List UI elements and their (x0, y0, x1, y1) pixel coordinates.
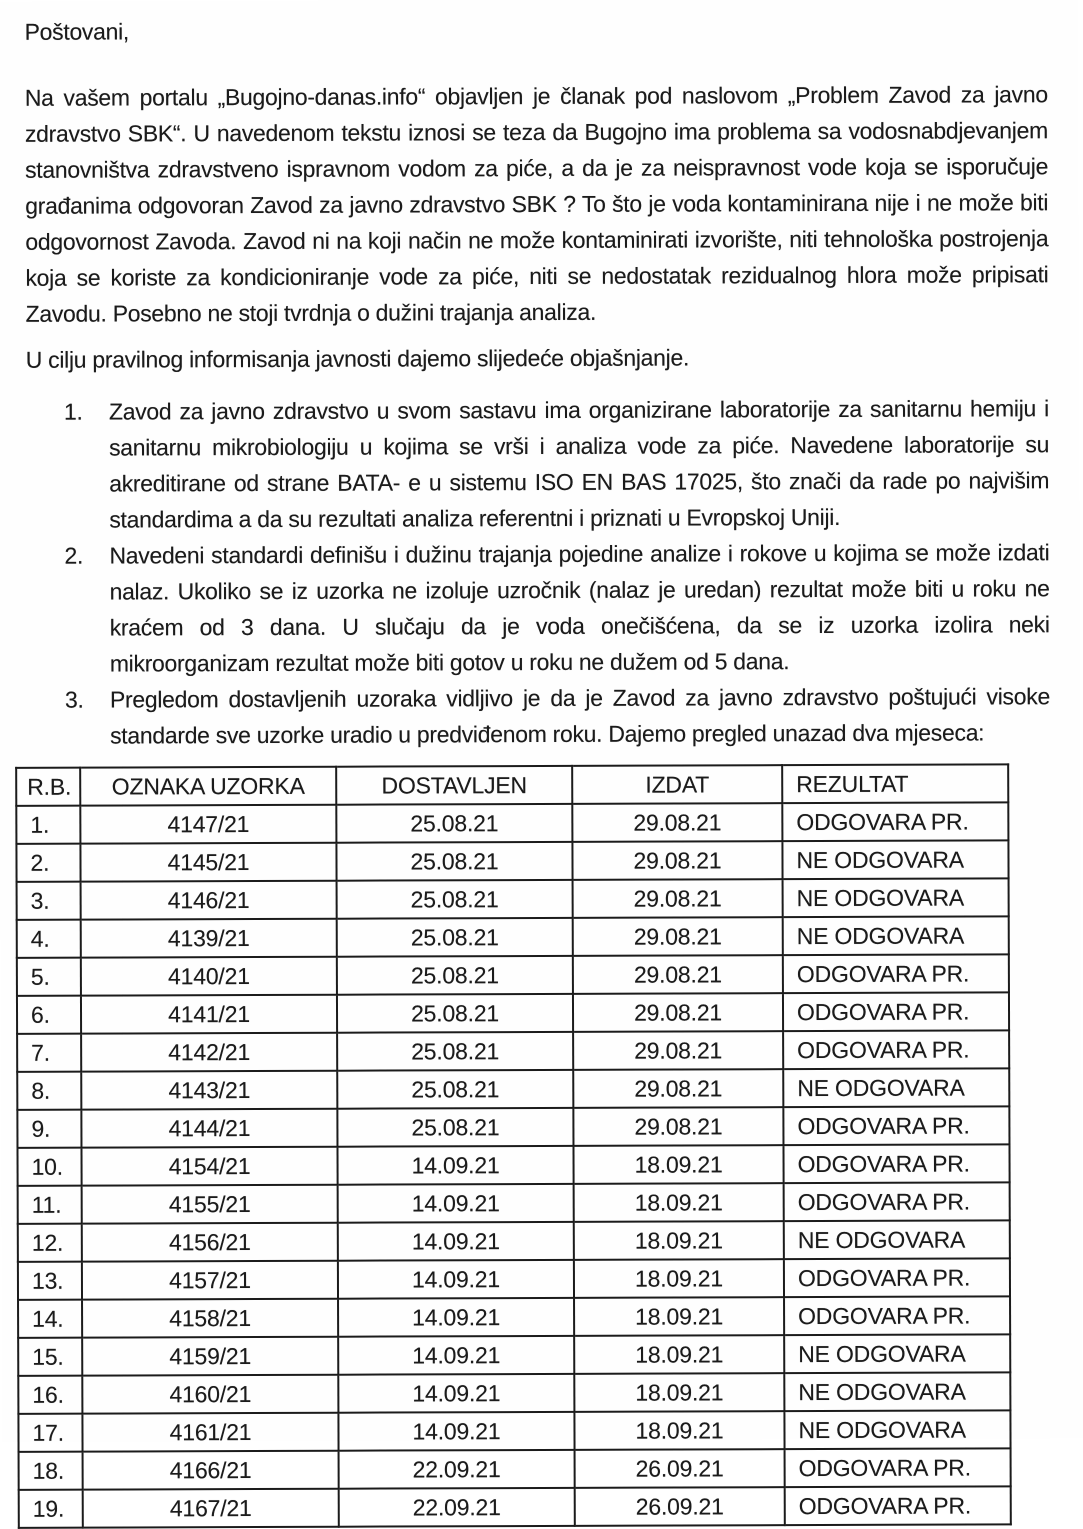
column-header: OZNAKA UZORKA (80, 767, 336, 806)
table-cell: 4143/21 (81, 1071, 337, 1110)
table-cell: 25.08.21 (336, 804, 572, 843)
table-cell: 18. (19, 1452, 83, 1490)
table-cell: ODGOVARA PR. (782, 802, 1008, 841)
table-cell: 4166/21 (83, 1451, 339, 1490)
table-cell: 29.08.21 (572, 803, 782, 842)
table-row (19, 1448, 1011, 1489)
table-cell: 4159/21 (82, 1337, 338, 1376)
table-cell: 1. (16, 806, 80, 844)
table-cell: 25.08.21 (337, 956, 573, 995)
table-cell: 7. (17, 1034, 81, 1072)
list-item (26, 534, 1049, 682)
table-cell: 4140/21 (81, 957, 337, 996)
table-cell: 26.09.21 (575, 1487, 785, 1526)
explanation-list (26, 390, 1050, 754)
table-cell: 5. (17, 958, 81, 996)
table-cell: 4155/21 (82, 1185, 338, 1224)
table-cell: 25.08.21 (337, 1070, 573, 1109)
results-table-body (16, 802, 1011, 1527)
table-cell: 29.08.21 (573, 993, 783, 1032)
table-cell: 18.09.21 (574, 1411, 784, 1450)
list-item-number: 2. (64, 542, 84, 569)
results-table-header-row (16, 764, 1008, 805)
table-cell: 4156/21 (82, 1223, 338, 1262)
table-cell: 18.09.21 (574, 1183, 784, 1222)
table-cell: 14.09.21 (338, 1222, 574, 1261)
table-cell: 12. (18, 1224, 82, 1262)
table-row (17, 1068, 1009, 1109)
list-item-number: 3. (64, 686, 84, 713)
table-row (16, 840, 1008, 881)
table-cell: 18.09.21 (573, 1145, 783, 1184)
table-cell: 22.09.21 (339, 1488, 575, 1527)
table-cell: 14. (18, 1300, 82, 1338)
table-cell: ODGOVARA PR. (785, 1486, 1011, 1525)
table-cell: NE ODGOVARA (783, 1068, 1009, 1107)
list-item (27, 678, 1050, 754)
column-header: R.B. (16, 768, 80, 806)
table-cell: ODGOVARA PR. (783, 1106, 1009, 1145)
table-cell: 18.09.21 (574, 1221, 784, 1260)
table-row (16, 802, 1008, 843)
table-cell: 14.09.21 (337, 1146, 573, 1185)
table-cell: 25.08.21 (337, 1108, 573, 1147)
table-cell: 14.09.21 (338, 1184, 574, 1223)
column-header: IZDAT (572, 765, 782, 804)
table-cell: 4141/21 (81, 995, 337, 1034)
table-cell: 18.09.21 (574, 1373, 784, 1412)
column-header: DOSTAVLJEN (336, 766, 572, 805)
table-cell: 25.08.21 (337, 918, 573, 957)
table-cell: 18.09.21 (574, 1259, 784, 1298)
table-cell: ODGOVARA PR. (784, 1182, 1010, 1221)
list-item-text: Pregledom dostavljenih uzoraka vidljivo je da je Zavod za javno zdravstvo poštujući visoke standarde sve uzorke uradio u predviđenom roku. Dajemo pregled unazad dva mjeseca: (109, 683, 1050, 749)
table-cell: 14.09.21 (338, 1336, 574, 1375)
table-cell: NE ODGOVARA (784, 1372, 1010, 1411)
table-cell: 4147/21 (80, 805, 336, 844)
table-row (17, 878, 1009, 919)
table-row (17, 954, 1009, 995)
list-item-number: 1. (63, 398, 83, 425)
table-cell: 4144/21 (81, 1109, 337, 1148)
table-cell: 17. (18, 1414, 82, 1452)
table-row (17, 992, 1009, 1033)
table-cell: 9. (17, 1110, 81, 1148)
table-cell: 29.08.21 (573, 1107, 783, 1146)
table-cell: 18.09.21 (574, 1297, 784, 1336)
table-cell: ODGOVARA PR. (783, 1030, 1009, 1069)
list-item-text: Navedeni standardi definišu i dužinu trajanja pojedine analize i rokove u kojima se može izdati nalaz. Ukoliko se iz uzorka ne izoluje uzročnik (nalaz je uredan) rezultat može biti u roku ne kraćem od 3 dana. U slučaju da je voda onečišćena, da se iz uzorka izolira neki mikroorganizam rezultat može biti gotov u roku ne dužem od 5 dana. (109, 539, 1050, 677)
table-cell: 13. (18, 1262, 82, 1300)
table-cell: NE ODGOVARA (783, 916, 1009, 955)
table-cell: 10. (17, 1148, 81, 1186)
table-cell: NE ODGOVARA (784, 1410, 1010, 1449)
table-cell: ODGOVARA PR. (783, 992, 1009, 1031)
table-cell: 8. (17, 1072, 81, 1110)
results-table-header (16, 764, 1008, 805)
table-row (18, 1220, 1010, 1261)
table-row (17, 1144, 1009, 1185)
table-cell: 22.09.21 (339, 1450, 575, 1489)
table-cell: NE ODGOVARA (783, 878, 1009, 917)
table-cell: 19. (19, 1490, 83, 1528)
table-cell: ODGOVARA PR. (783, 1144, 1009, 1183)
table-row (17, 916, 1009, 957)
table-cell: 4161/21 (82, 1413, 338, 1452)
list-item-text: Zavod za javno zdravstvo u svom sastavu ima organizirane laboratorije za sanitarnu hemiju i sanitarnu mikrobiologiju u kojima se vrši i analiza vode za piće. Navedene laboratorije su akreditirane od strane BATA- e u sistemu ISO EN BAS 17025, što znači da rade po najvišim standardima a da su rezultati analiza referentni i priznati u Evropskoj Uniji. (108, 395, 1050, 533)
table-cell: 4146/21 (81, 881, 337, 920)
explanation-lead-paragraph: U cilju pravilnog informisanja javnosti dajemo slijedeće objašnjanje. (25, 344, 690, 373)
table-cell: 14.09.21 (338, 1412, 574, 1451)
table-cell: 14.09.21 (338, 1298, 574, 1337)
table-cell: 4145/21 (80, 843, 336, 882)
column-header: REZULTAT (782, 764, 1008, 803)
table-cell: 4157/21 (82, 1261, 338, 1300)
table-cell: 15. (18, 1338, 82, 1376)
table-cell: 4167/21 (83, 1489, 339, 1528)
table-row (18, 1296, 1010, 1337)
table-cell: 26.09.21 (575, 1449, 785, 1488)
salutation: Poštovani, (24, 18, 130, 45)
table-cell: 6. (17, 996, 81, 1034)
table-cell: 29.08.21 (573, 917, 783, 956)
table-cell: ODGOVARA PR. (784, 1296, 1010, 1335)
table-cell: 3. (17, 882, 81, 920)
table-cell: NE ODGOVARA (784, 1220, 1010, 1259)
list-item (26, 390, 1049, 538)
table-cell: 4142/21 (81, 1033, 337, 1072)
table-cell: ODGOVARA PR. (784, 1258, 1010, 1297)
table-row (19, 1486, 1011, 1527)
table-row (17, 1106, 1009, 1147)
table-cell: 25.08.21 (337, 880, 573, 919)
table-cell: 2. (16, 844, 80, 882)
table-row (18, 1182, 1010, 1223)
table-cell: 25.08.21 (337, 1032, 573, 1071)
table-cell: 4. (17, 920, 81, 958)
table-cell: 29.08.21 (572, 841, 782, 880)
results-table (15, 763, 1012, 1528)
table-cell: 25.08.21 (336, 842, 572, 881)
table-row (18, 1372, 1010, 1413)
table-row (17, 1030, 1009, 1071)
table-cell: 18.09.21 (574, 1335, 784, 1374)
table-cell: 14.09.21 (338, 1260, 574, 1299)
table-cell: 4139/21 (81, 919, 337, 958)
table-cell: 25.08.21 (337, 994, 573, 1033)
table-cell: 4158/21 (82, 1299, 338, 1338)
table-row (18, 1334, 1010, 1375)
table-row (18, 1258, 1010, 1299)
table-cell: 14.09.21 (338, 1374, 574, 1413)
table-cell: 29.08.21 (573, 1069, 783, 1108)
table-cell: 4160/21 (82, 1375, 338, 1414)
table-cell: 11. (18, 1186, 82, 1224)
intro-paragraph: Na vašem portalu „Bugojno-danas.info“ objavljen je članak pod naslovom „Problem Zavod za javno zdravstvo SBK“. U navedenom tekstu iznosi se teza da Bugojno ima problema sa vodosnabdjevanjem stanovništva zdravstveno ispravnom vodom za piće, a da je za neispravnost vode koja se isporučuje građanima odgovoran Zavod za javno zdravstvo SBK ? To što je voda kontaminirana nije i ne može biti odgovornost Zavoda. Zavod ni na koji način ne može kontaminirati izvorište, niti tehnološka postrojenja koja se koriste za kondicioniranje vode za piće, niti se nedostatak rezidualnog hlora može pripisati Zavodu. Posebno ne stoji tvrdnja o dužini trajanja analiza. (24, 81, 1049, 327)
table-cell: NE ODGOVARA (782, 840, 1008, 879)
table-row (18, 1410, 1010, 1451)
table-cell: ODGOVARA PR. (785, 1448, 1011, 1487)
table-cell: 16. (18, 1376, 82, 1414)
table-cell: 29.08.21 (573, 879, 783, 918)
table-cell: ODGOVARA PR. (783, 954, 1009, 993)
table-cell: 29.08.21 (573, 1031, 783, 1070)
table-cell: 29.08.21 (573, 955, 783, 994)
table-cell: NE ODGOVARA (784, 1334, 1010, 1373)
table-cell: 4154/21 (81, 1147, 337, 1186)
